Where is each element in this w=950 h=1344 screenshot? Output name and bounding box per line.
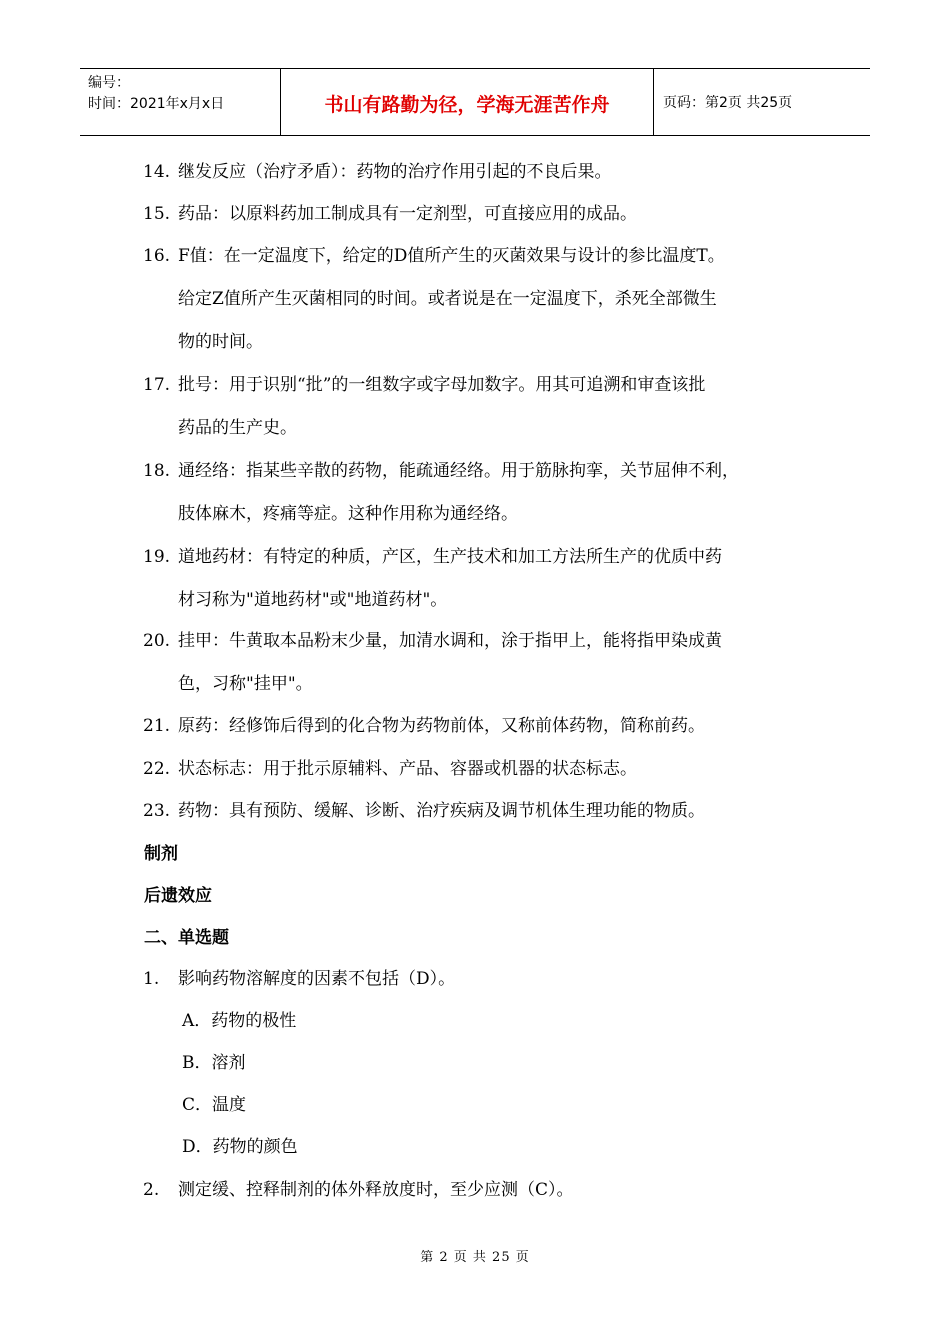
page-header xyxy=(80,68,870,136)
item-text: 状态标志：用于批示原辅料、产品、容器或机器的状态标志。 xyxy=(178,759,637,779)
item-text: F值：在一定温度下，给定的D值所产生的灭菌效果与设计的参比温度T。 xyxy=(178,246,725,266)
number-label: 编号： xyxy=(88,75,130,91)
item-text: 药物：具有预防、缓解、诊断、治疗疾病及调节机体生理功能的物质。 xyxy=(178,801,705,821)
item-text-continued: 给定Z值所产生灭菌相同的时间。或者说是在一定温度下，杀死全部微生 xyxy=(178,289,717,309)
item-number: 15. xyxy=(143,204,171,224)
item-text: 通经络：指某些辛散的药物，能疏通经络。用于筋脉拘挛，关节屈伸不利， xyxy=(178,461,739,481)
item-number: 21. xyxy=(143,716,171,736)
time-label: 时间：2021年x月x日 xyxy=(88,96,225,112)
item-text-continued: 材习称为"道地药材"或"地道药材"。 xyxy=(178,590,448,610)
header-motto: 书山有路勤为径，学海无涯苦作舟 xyxy=(281,69,654,135)
header-meta xyxy=(80,69,281,135)
item-number: 22. xyxy=(143,759,171,779)
answer-option: B．溶剂 xyxy=(182,1053,246,1073)
question-text: 测定缓、控释制剂的体外释放度时，至少应测（C）。 xyxy=(178,1180,574,1200)
section-title: 二、单选题 xyxy=(144,928,229,948)
item-text: 药品：以原料药加工制成具有一定剂型，可直接应用的成品。 xyxy=(178,204,637,224)
item-text: 继发反应（治疗矛盾）：药物的治疗作用引起的不良后果。 xyxy=(178,162,612,182)
question-number: 2. xyxy=(143,1180,160,1200)
answer-option: C．温度 xyxy=(182,1095,247,1115)
item-text-continued: 药品的生产史。 xyxy=(178,418,297,438)
item-number: 17. xyxy=(143,375,171,395)
item-text: 道地药材：有特定的种质，产区，生产技术和加工方法所生产的优质中药 xyxy=(178,547,722,567)
question-text: 影响药物溶解度的因素不包括（D）。 xyxy=(178,969,456,989)
item-number: 19. xyxy=(143,547,171,567)
question-number: 1. xyxy=(143,969,160,989)
header-page-info: 页码：第2页 共25页 xyxy=(663,95,793,111)
item-number: 20. xyxy=(143,631,171,651)
item-text: 挂甲：牛黄取本品粉末少量，加清水调和，涂于指甲上，能将指甲染成黄 xyxy=(178,631,722,651)
term-heading: 后遗效应 xyxy=(144,886,212,906)
answer-option: A．药物的极性 xyxy=(182,1011,297,1031)
item-number: 14. xyxy=(143,162,171,182)
item-text-continued: 物的时间。 xyxy=(178,332,263,352)
term-heading: 制剂 xyxy=(144,844,178,864)
item-text-continued: 肢体麻木，疼痛等症。这种作用称为通经络。 xyxy=(178,504,518,524)
item-number: 16. xyxy=(143,246,171,266)
item-number: 23. xyxy=(143,801,171,821)
item-text: 原药：经修饰后得到的化合物为药物前体，又称前体药物，简称前药。 xyxy=(178,716,705,736)
item-text-continued: 色，习称"挂甲"。 xyxy=(178,674,313,694)
item-text: 批号：用于识别“批”的一组数字或字母加数字。用其可追溯和审查该批 xyxy=(178,375,706,395)
item-number: 18. xyxy=(143,461,171,481)
page-footer: 第 2 页 共 25 页 xyxy=(420,1250,530,1265)
answer-option: D．药物的颜色 xyxy=(182,1137,298,1157)
